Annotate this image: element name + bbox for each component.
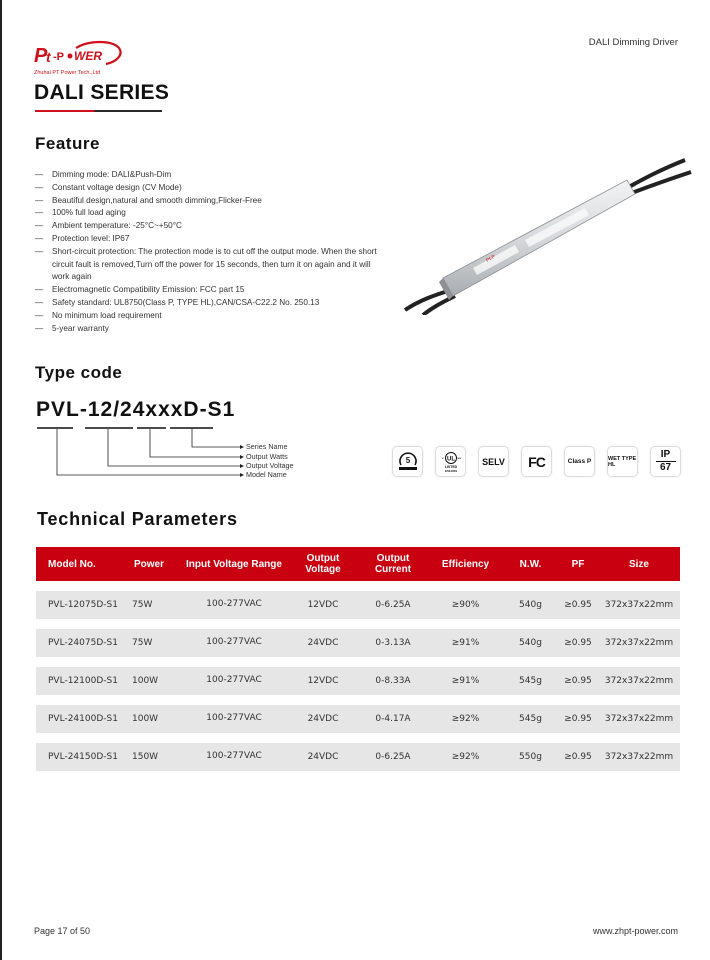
website-link[interactable]: www.zhpt-power.com xyxy=(592,926,678,936)
column-header: Power xyxy=(134,558,165,570)
table-row: PVL-24100D-S1 100W 100-277VAC 24VDC 0-4.17A ≥92% 545g ≥0.95 372x37x22mm xyxy=(36,705,680,733)
feature-item: — Short-circuit protection: The protection mode is to cut off the output mode. When the short circuit fault is removed,Turn off the power for 15 seconds, then turn it on again and it will work again xyxy=(35,246,377,282)
label-output-voltage: Output Voltage xyxy=(246,461,294,470)
column-header: Output Voltage xyxy=(305,553,341,575)
feature-item: — Ambient temperature: -25°C~+50°C xyxy=(35,220,380,233)
feature-item: — 5-year warranty xyxy=(35,323,380,336)
table-header xyxy=(36,547,680,581)
series-title: DALI SERIES xyxy=(34,81,170,104)
table-row: PVL-24150D-S1 150W 100-277VAC 24VDC 0-6.25A ≥92% 550g ≥0.95 372x37x22mm xyxy=(36,743,680,771)
feature-item: — Dimming mode: DALI&Push-Dim xyxy=(35,169,380,182)
table-row: PVL-12100D-S1 100W 100-277VAC 12VDC 0-8.33A ≥91% 545g ≥0.95 372x37x22mm xyxy=(36,667,680,695)
feature-heading: Feature xyxy=(35,134,100,153)
feature-list xyxy=(35,169,380,335)
company-name: Zhuhai PT Power Tech.,Ltd xyxy=(34,70,101,76)
feature-item: — 100% full load aging xyxy=(35,207,380,220)
ip67-icon: IP 67 xyxy=(650,446,681,477)
svg-text:LISTED: LISTED xyxy=(444,464,457,469)
table-row: PVL-24075D-S1 75W 100-277VAC 24VDC 0-3.13A ≥91% 540g ≥0.95 372x37x22mm xyxy=(36,629,680,657)
ul-listed-icon xyxy=(435,446,466,477)
dash-icon: — xyxy=(35,195,44,205)
document-title: DALI Dimming Driver xyxy=(588,37,678,48)
svg-text:UL: UL xyxy=(446,456,455,462)
technical-parameters-heading: Technical Parameters xyxy=(37,509,238,529)
svg-text:5: 5 xyxy=(405,455,410,465)
dash-icon: — xyxy=(35,208,44,218)
title-underline xyxy=(35,110,162,112)
dash-icon: — xyxy=(35,221,44,231)
dash-icon: — xyxy=(35,246,44,256)
label-output-watts: Output Watts xyxy=(246,452,288,461)
svg-text:c: c xyxy=(441,455,444,460)
dash-icon: — xyxy=(35,182,44,192)
feature-item: — Safety standard: UL8750(Class P, TYPE HL),CAN/CSA-C22.2 No. 250.13 xyxy=(35,297,380,310)
dash-icon: — xyxy=(35,310,44,320)
warranty-5-year-icon xyxy=(392,446,423,477)
technical-parameters-table xyxy=(36,547,680,771)
fcc-icon: FC xyxy=(521,446,552,477)
svg-text:Pt-P: Pt-P xyxy=(485,253,497,264)
svg-text:P: P xyxy=(34,45,48,67)
page-edge xyxy=(0,0,2,960)
label-series-name: Series Name xyxy=(246,442,288,451)
table-row: PVL-12075D-S1 75W 100-277VAC 12VDC 0-6.25A ≥90% 540g ≥0.95 372x37x22mm xyxy=(36,591,680,619)
svg-text:us: us xyxy=(457,455,461,460)
wet-type-hl-icon: WET TYPE HL xyxy=(607,446,638,477)
column-header: Output Current xyxy=(374,553,412,575)
column-header: Efficiency xyxy=(441,558,490,570)
svg-text:-P: -P xyxy=(53,51,64,63)
feature-item: — No minimum load requirement xyxy=(35,310,380,323)
selv-icon: SELV xyxy=(478,446,509,477)
class-p-icon: Class P xyxy=(564,446,595,477)
column-header: PF xyxy=(571,558,585,570)
product-image xyxy=(395,150,695,315)
column-header: Size xyxy=(628,558,649,570)
column-header: N.W. xyxy=(519,558,542,570)
type-code: PVL-12/24xxxD-S1 xyxy=(36,398,236,421)
svg-text:t: t xyxy=(46,49,51,65)
dash-icon: — xyxy=(35,233,44,243)
feature-item: — Beautiful design,natural and smooth dimming,Flicker-Free xyxy=(35,195,380,208)
svg-text:WER: WER xyxy=(74,49,102,63)
page-number: Page 17 of 50 xyxy=(34,926,91,936)
dash-icon: — xyxy=(35,297,44,307)
label-model-name: Model Name xyxy=(246,470,287,479)
feature-item: — Protection level: IP67 xyxy=(35,233,380,246)
svg-text:E531059: E531059 xyxy=(444,468,457,473)
pt-power-logo xyxy=(34,40,124,70)
feature-item: — Constant voltage design (CV Mode) xyxy=(35,182,380,195)
dash-icon: — xyxy=(35,323,44,333)
feature-item: — Electromagnetic Compatibility Emission: FCC part 15 xyxy=(35,284,380,297)
column-header: Model No. xyxy=(48,558,96,570)
dash-icon: — xyxy=(35,285,44,295)
certification-icons xyxy=(392,446,681,477)
column-header: Input Voltage Range xyxy=(186,558,282,570)
dash-icon: — xyxy=(35,170,44,179)
type-code-heading: Type code xyxy=(35,363,123,382)
